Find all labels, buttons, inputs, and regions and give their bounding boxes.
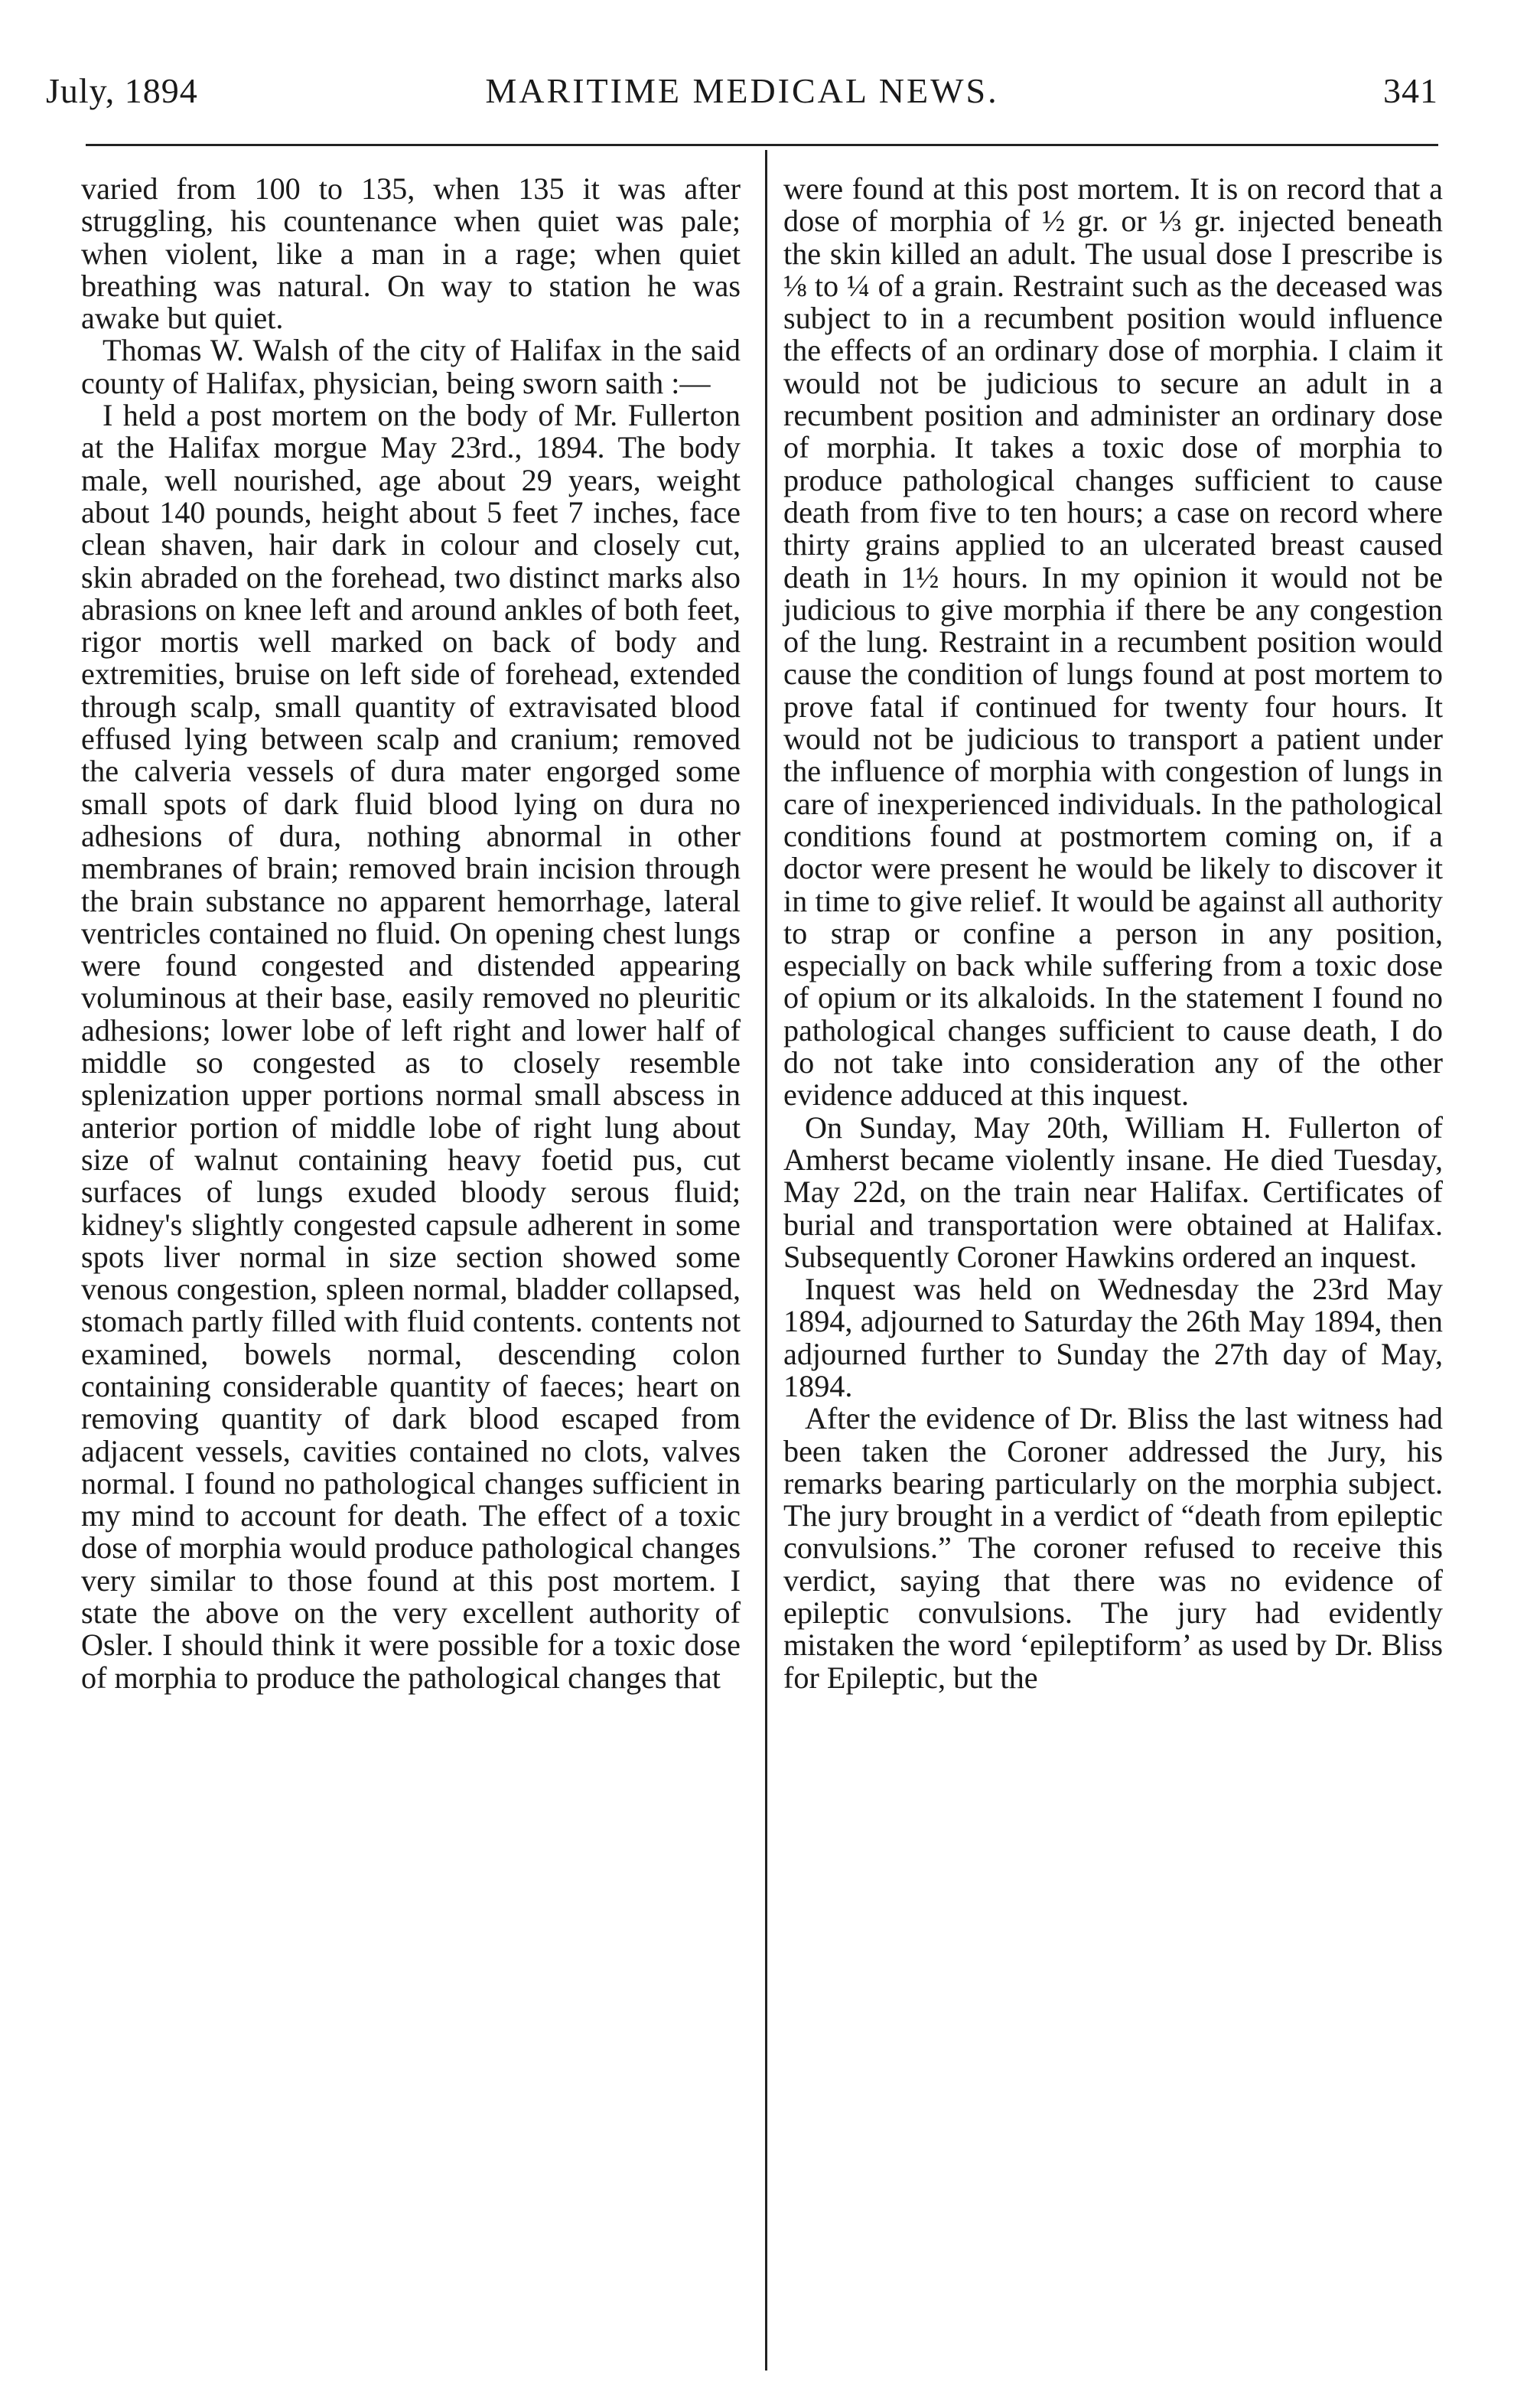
right-column: [783, 173, 1443, 1694]
paragraph-morphia-testimony: were found at this post mortem. It is on record that a dose of morphia of ½ gr. or ⅓ gr. injected beneath the skin killed an adult. The usual dose I prescribe is ⅛ to ¼ of a grain. Restraint such as the deceased was subject to in a recumbent position would influence the effects of an ordinary dose of morphia. I claim it would not be judicious to secure an adult in a recumbent position and administer an ordinary dose of morphia. It takes a toxic dose of morphia to produce pathological changes sufficient to cause death from five to ten hours; a case on record where thirty grains applied to an ulcerated breast caused death in 1½ hours. In my opinion it would not be judicious to give morphia if there be any congestion of the lung. Restraint in a recumbent position would cause the condition of lungs found at post mortem to prove fatal if continued for twenty four hours. It would not be judicious to transport a patient under the influence of morphia with congestion of lungs in care of inexperienced individuals. In the pathological conditions found at postmortem coming on, if a doctor were present he would be likely to discover it in time to give relief. It would be against all authority to strap or confine a person in any position, especially on back while suffering from a toxic dose of opium or its alkaloids. In the statement I found no pathological changes sufficient to cause death, I do do not take into consideration any of the other evidence adduced at this inquest.: [783, 171, 1443, 1113]
paragraph-witness-intro: Thomas W. Walsh of the city of Halifax in the said county of Halifax, physician, being sworn saith :—: [81, 333, 741, 400]
paragraph-inquest-dates: Inquest was held on Wednesday the 23rd May 1894, adjourned to Saturday the 26th May 1894, then adjourned further to Sunday the 27th day of May, 1894.: [783, 1272, 1443, 1403]
header-rule: [86, 144, 1438, 146]
issue-date: July, 1894: [46, 71, 198, 110]
page-number: 341: [1383, 71, 1438, 110]
journal-title: MARITIME MEDICAL NEWS.: [485, 71, 999, 110]
paragraph-post-mortem-findings: I held a post mortem on the body of Mr. Fullerton at the Halifax morgue May 23rd., 1894. The body male, well nourished, age about 29 years, weight about 140 pounds, height about 5 feet 7 inches, face clean shaven, hair dark in colour and closely cut, skin abraded on the forehead, two distinct marks also abrasions on knee left and around ankles of both feet, rigor mortis well marked on back of body and extremities, bruise on left side of forehead, extended through scalp, small quantity of extravisated blood effused lying between scalp and cranium; removed the calveria vessels of dura mater engorged some small spots of dark fluid blood lying on dura no adhesions of dura, nothing abnormal in other membranes of brain; removed brain incision through the brain substance no apparent hemorrhage, lateral ventricles contained no fluid. On opening chest lungs were found congested and distended appearing voluminous at their base, easily removed no pleuritic adhesions; lower lobe of left right and lower half of middle so congested as to closely resemble splenization upper portions normal small abscess in anterior portion of middle lobe of right lung about size of walnut containing heavy foetid pus, cut surfaces of lungs exuded bloody serous fluid; kidney's slightly congested capsule adherent in some spots liver normal in size section showed some venous congestion, spleen normal, bladder collapsed, stomach partly filled with fluid contents. contents not examined, bowels normal, descending colon containing considerable quantity of faeces; heart on removing quantity of dark blood escaped from adjacent vessels, cavities contained no clots, valves normal. I found no pathological changes sufficient in my mind to account for death. The effect of a toxic dose of morphia would produce pathological changes very similar to those found at this post mortem. I state the above on the very excellent authority of Osler. I should think it were possible for a toxic dose of morphia to produce the pathological changes that: [81, 398, 741, 1695]
paragraph-case-summary: On Sunday, May 20th, William H. Fullerton of Amherst became violently insane. He died Tuesday, May 22d, on the train near Halifax. Certificates of burial and transportation were obtained at Halifax. Subsequently Coroner Hawkins ordered an inquest.: [783, 1110, 1443, 1274]
running-head: [46, 70, 1438, 132]
paragraph-pulse-description: varied from 100 to 135, when 135 it was after struggling, his countenance when quiet was pale; when violent, like a man in a rage; when quiet breathing was natural. On way to station he was awake but quiet.: [81, 171, 741, 336]
paragraph-jury-verdict: After the evidence of Dr. Bliss the last witness had been taken the Coroner addressed the Jury, his remarks bearing particularly on the morphia subject. The jury brought in a verdict of “death from epileptic convulsions.” The coroner refused to receive this verdict, saying that there was no evidence of epileptic convulsions. The jury had evidently mistaken the word ‘epileptiform’ as used by Dr. Bliss for Epileptic, but the: [783, 1401, 1443, 1695]
column-divider: [765, 150, 767, 2371]
left-column: [81, 173, 741, 1694]
